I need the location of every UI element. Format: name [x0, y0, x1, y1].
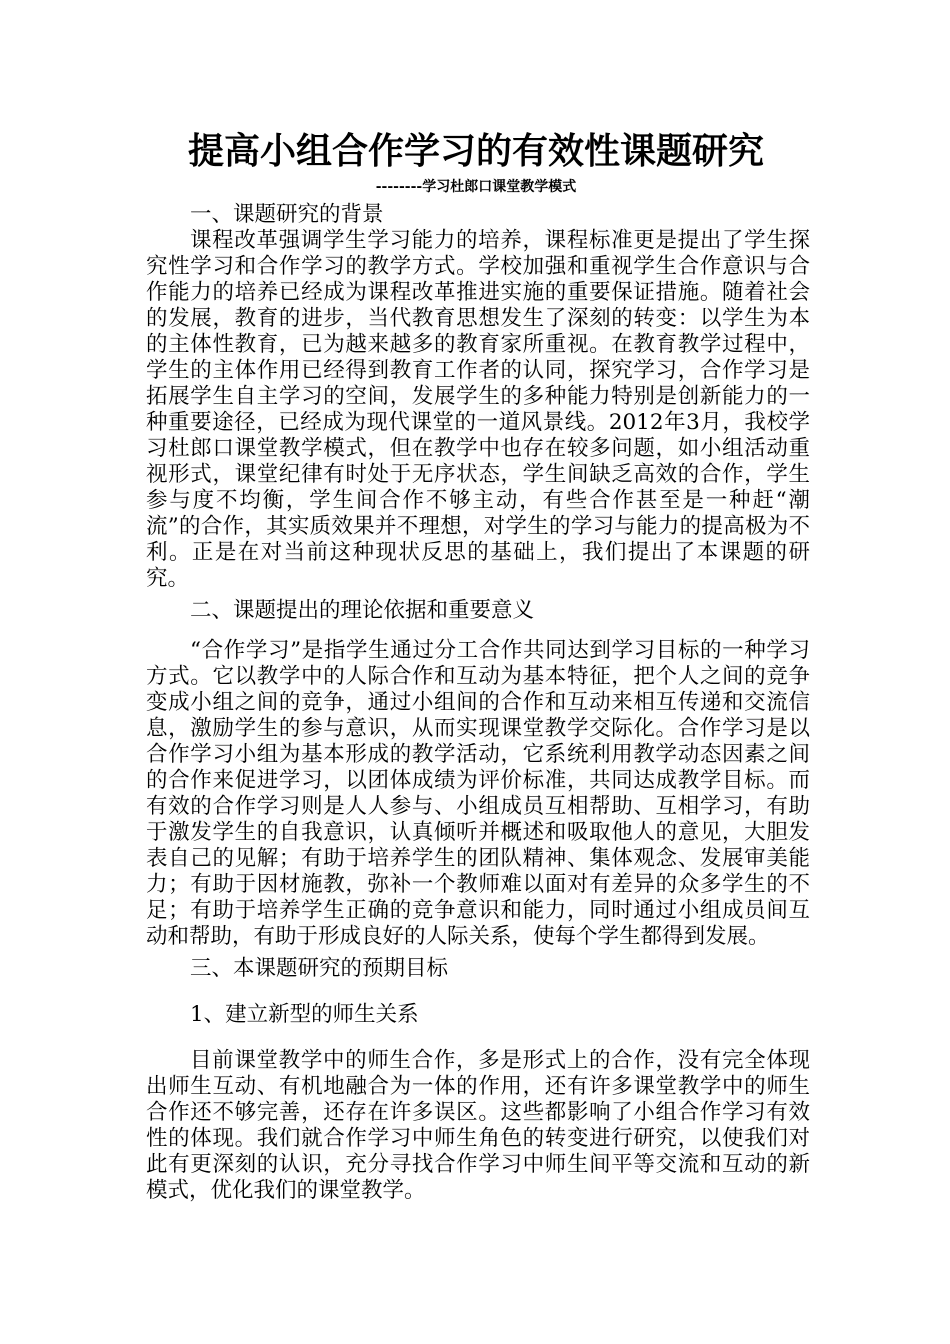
document-body: [146, 202, 810, 1204]
paragraph-background: 课程改革强调学生学习能力的培养，课程标准更是提出了学生探究性学习和合作学习的教学方式。学校加强和重视学生合作意识与合作能力的培养已经成为课程改革推进实施的重要保证措施。随着社会的发展，教育的进步，当代教育思想发生了深刻的转变：以学生为本的主体性教育，已为越来越多的教育家所重视。在教育教学过程中，学生的主体作用已经得到教育工作者的认同，探究学习，合作学习是拓展学生自主学习的空间，发展学生的多种能力特别是创新能力的一种重要途径，已经成为现代课堂的一道风景线。2012年3月，我校学习杜郎口课堂教学模式，但在教学中也存在较多问题，如小组活动重视形式，课堂纪律有时处于无序状态，学生间缺乏高效的合作，学生参与度不均衡，学生间合作不够主动，有些合作甚至是一种赶“潮流”的合作，其实质效果并不理想，对学生的学习与能力的提高极为不利。正是在对当前这种现状反思的基础上，我们提出了本课题的研究。: [146, 228, 810, 591]
section-heading-goals: 三、本课题研究的预期目标: [190, 956, 449, 981]
section-heading-background: 一、课题研究的背景: [190, 202, 384, 227]
section-heading-theory: 二、课题提出的理论依据和重要意义: [190, 598, 535, 623]
document-subtitle: --------学习杜郎口课堂教学模式: [375, 179, 577, 195]
paragraph-teacher-student: 目前课堂教学中的师生合作，多是形式上的合作，没有完全体现出师生互动、有机地融合为一体的作用，还有许多课堂教学中的师生合作还不够完善，还存在许多误区。这些都影响了小组合作学习有效性的体现。我们就合作学习中师生角色的转变进行研究，以使我们对此有更深刻的认识，充分寻找合作学习中师生间平等交流和互动的新模式，优化我们的课堂教学。: [146, 1048, 810, 1203]
document-title: 提高小组合作学习的有效性课题研究: [187, 130, 764, 172]
subheading-teacher-student: 1、建立新型的师生关系: [190, 1002, 419, 1027]
paragraph-theory: “合作学习”是指学生通过分工合作共同达到学习目标的一种学习方式。它以教学中的人际合作和互动为基本特征，把个人之间的竞争变成小组之间的竞争，通过小组间的合作和互动来相互传递和交流信息，激励学生的参与意识，从而实现课堂教学交际化。合作学习是以合作学习小组为基本形成的教学活动，它系统利用教学动态因素之间的合作来促进学习，以团体成绩为评价标准，共同达成教学目标。而有效的合作学习则是人人参与、小组成员互相帮助、互相学习，有助于激发学生的自我意识，认真倾听并概述和吸取他人的意见，大胆发表自己的见解；有助于培养学生的团队精神、集体观念、发展审美能力；有助于因材施教，弥补一个教师难以面对有差异的众多学生的不足；有助于培养学生正确的竞争意识和能力，同时通过小组成员间互动和帮助，有助于形成良好的人际关系，使每个学生都得到发展。: [146, 638, 810, 949]
